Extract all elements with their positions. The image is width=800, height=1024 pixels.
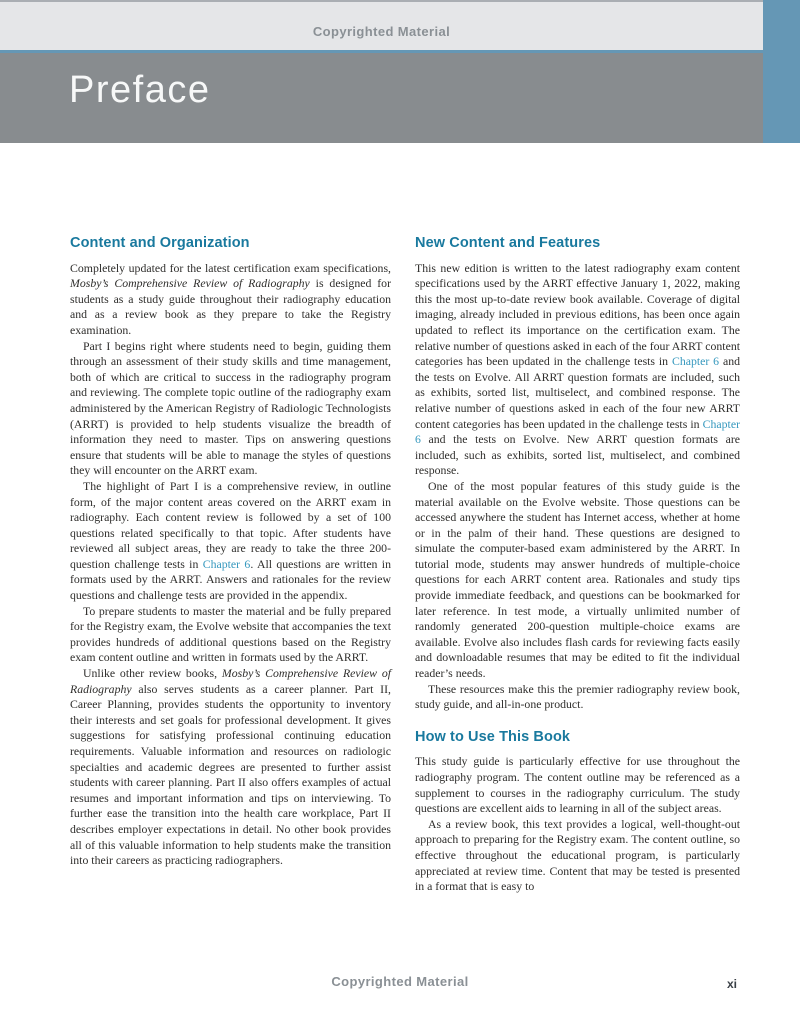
page-title: Preface xyxy=(69,69,211,111)
section-heading-content-and-organization: Content and Organization xyxy=(70,235,250,251)
paragraph xyxy=(70,479,391,604)
body-text: As a review book, this text provides a logical, well-thought-out approach to preparing for the Registry exam. The content outline, so effective throughout the educational program, is particularly appreciated at review time. Content that may be tested is presented in a format that is easy to xyxy=(415,816,740,894)
book-title-italic: Mosby’s Comprehensive Review of Radiography xyxy=(70,666,392,696)
paragraph xyxy=(415,817,740,895)
section-heading-new-content-and-features: New Content and Features xyxy=(415,235,601,251)
paragraph xyxy=(70,261,391,339)
body-text: The highlight of Part I is a comprehensive review, in outline form, of the major content areas covered on the ARRT exam in radiography. Each content review is followed by a set of 100 questions related specifically to that topic. After students have reviewed all subject areas, they are ready to take the three 200-question challenge tests in xyxy=(70,478,391,571)
top-copyright-text: Copyrighted Material xyxy=(312,24,451,39)
body-text: This study guide is particularly effective for use throughout the radiography program. The content outline may be referenced as a supplement to courses in the radiography curriculum. The study questions are excellent aids to learning in all of the subject areas. xyxy=(415,754,740,816)
paragraph xyxy=(415,754,740,816)
body-text: is designed for students as a study guide throughout their radiography education and as a review book as they prepare to take the Registry examination. xyxy=(70,276,391,337)
bottom-copyright-text: Copyrighted Material xyxy=(331,974,469,989)
body-text: These resources make this the premier radiography review book, study guide, and all-in-one product. xyxy=(415,681,740,712)
right-column xyxy=(415,236,740,895)
chapter-6-link[interactable]: Chapter 6 xyxy=(202,556,251,571)
paragraph xyxy=(415,682,740,713)
paragraph xyxy=(70,666,391,869)
chapter-6-link[interactable]: Chapter 6 xyxy=(415,416,740,447)
body-text: One of the most popular features of this study guide is the material available on the Evolve website. Those questions can be accessed anywhere the student has Internet access, whether at home or in the palm of their hand. These questions are designed to simulate the computer-based exam administered by the ARRT. In tutorial mode, students may answer hundreds of multiple-choice questions for each ARRT content area. Rationales and study tips provide immediate feedback, and questions can be bookmarked for later reference. In test mode, a virtually unlimited number of randomly generated 200-question multiple-choice exams are available. Evolve also includes flash cards for reviewing facts easily and downloadable resumes that may be edited to fit the individual reader’s needs. xyxy=(415,478,740,681)
body-text: and the tests on Evolve. New ARRT question formats are included, such as exhibits, sorted list, multiselect, and combined response. xyxy=(415,432,740,478)
top-copyright-banner xyxy=(0,0,763,50)
section-heading-how-to-use-this-book: How to Use This Book xyxy=(415,728,571,745)
page-number: xi xyxy=(727,977,738,991)
book-title-italic: Mosby’s Comprehensive Review of Radiography xyxy=(70,276,310,291)
paragraph xyxy=(70,604,391,666)
body-text: Unlike other review books, xyxy=(83,666,222,681)
body-text: To prepare students to master the material and be fully prepared for the Registry exam, the Evolve website that accompanies the text provides hundreds of additional questions based on the Registry exam content outline and written in formats used by the ARRT. xyxy=(70,603,391,665)
body-text: Part I begins right where students need to begin, guiding them through an assessment of their study skills and time management, both of which are critical to success in the radiography program and reviewing. The complete topic outline of the radiography exam administered by the American Registry of Radiologic Technologists (ARRT) is provided to help students visualize the breadth of information they need to master. Tips on answering questions ensure that students will be able to manage the styles of questions they will encounter on the ARRT exam. xyxy=(70,338,391,478)
body-text: Completely updated for the latest certification exam specifications, xyxy=(70,260,391,275)
body-text: and the tests on Evolve. All ARRT question formats are included, such as exhibits, sorted list, multiselect, and combined response. The relative number of questions asked in each of the four new ARRT content categories has been updated in the challenge tests in xyxy=(415,354,740,431)
paragraph xyxy=(415,479,740,682)
right-accent-stripe xyxy=(763,0,800,143)
bottom-copyright-banner xyxy=(0,974,800,989)
chapter-6-link[interactable]: Chapter 6 xyxy=(671,354,720,369)
body-text: also serves students as a career planner. Part II, Career Planning, provides students the opportunity to inventory their interests and set goals for professional development. It gives suggestions for satisfying professional continuing education requirements. Valuable information and resources on radiologic specialties and academic degrees are presented to further assist students with career planning. Part II also offers examples of actual resumes and important information and tips on interviewing. To further ease the transition into the health care workplace, Part II describes employer expectations in detail. No other book provides all of this valuable information to help students make the transition into their careers as practicing radiographers. xyxy=(70,681,391,868)
title-band xyxy=(0,53,763,143)
paragraph xyxy=(70,339,391,479)
left-column xyxy=(70,236,391,869)
body-text: . All questions are written in formats used by the ARRT. Answers and rationales for the review questions and challenge tests are provided in the appendix. xyxy=(70,556,391,603)
paragraph xyxy=(415,261,740,479)
body-text: This new edition is written to the latest radiography exam content specifications used by the ARRT effective January 1, 2022, making this the most up-to-date review book available. Coverage of digital imaging, already included in previous editions, has been once again updated to reflect its importance on the certification exam. The relative number of questions asked in each of the four ARRT content categories has been updated in the challenge tests in xyxy=(415,260,740,369)
